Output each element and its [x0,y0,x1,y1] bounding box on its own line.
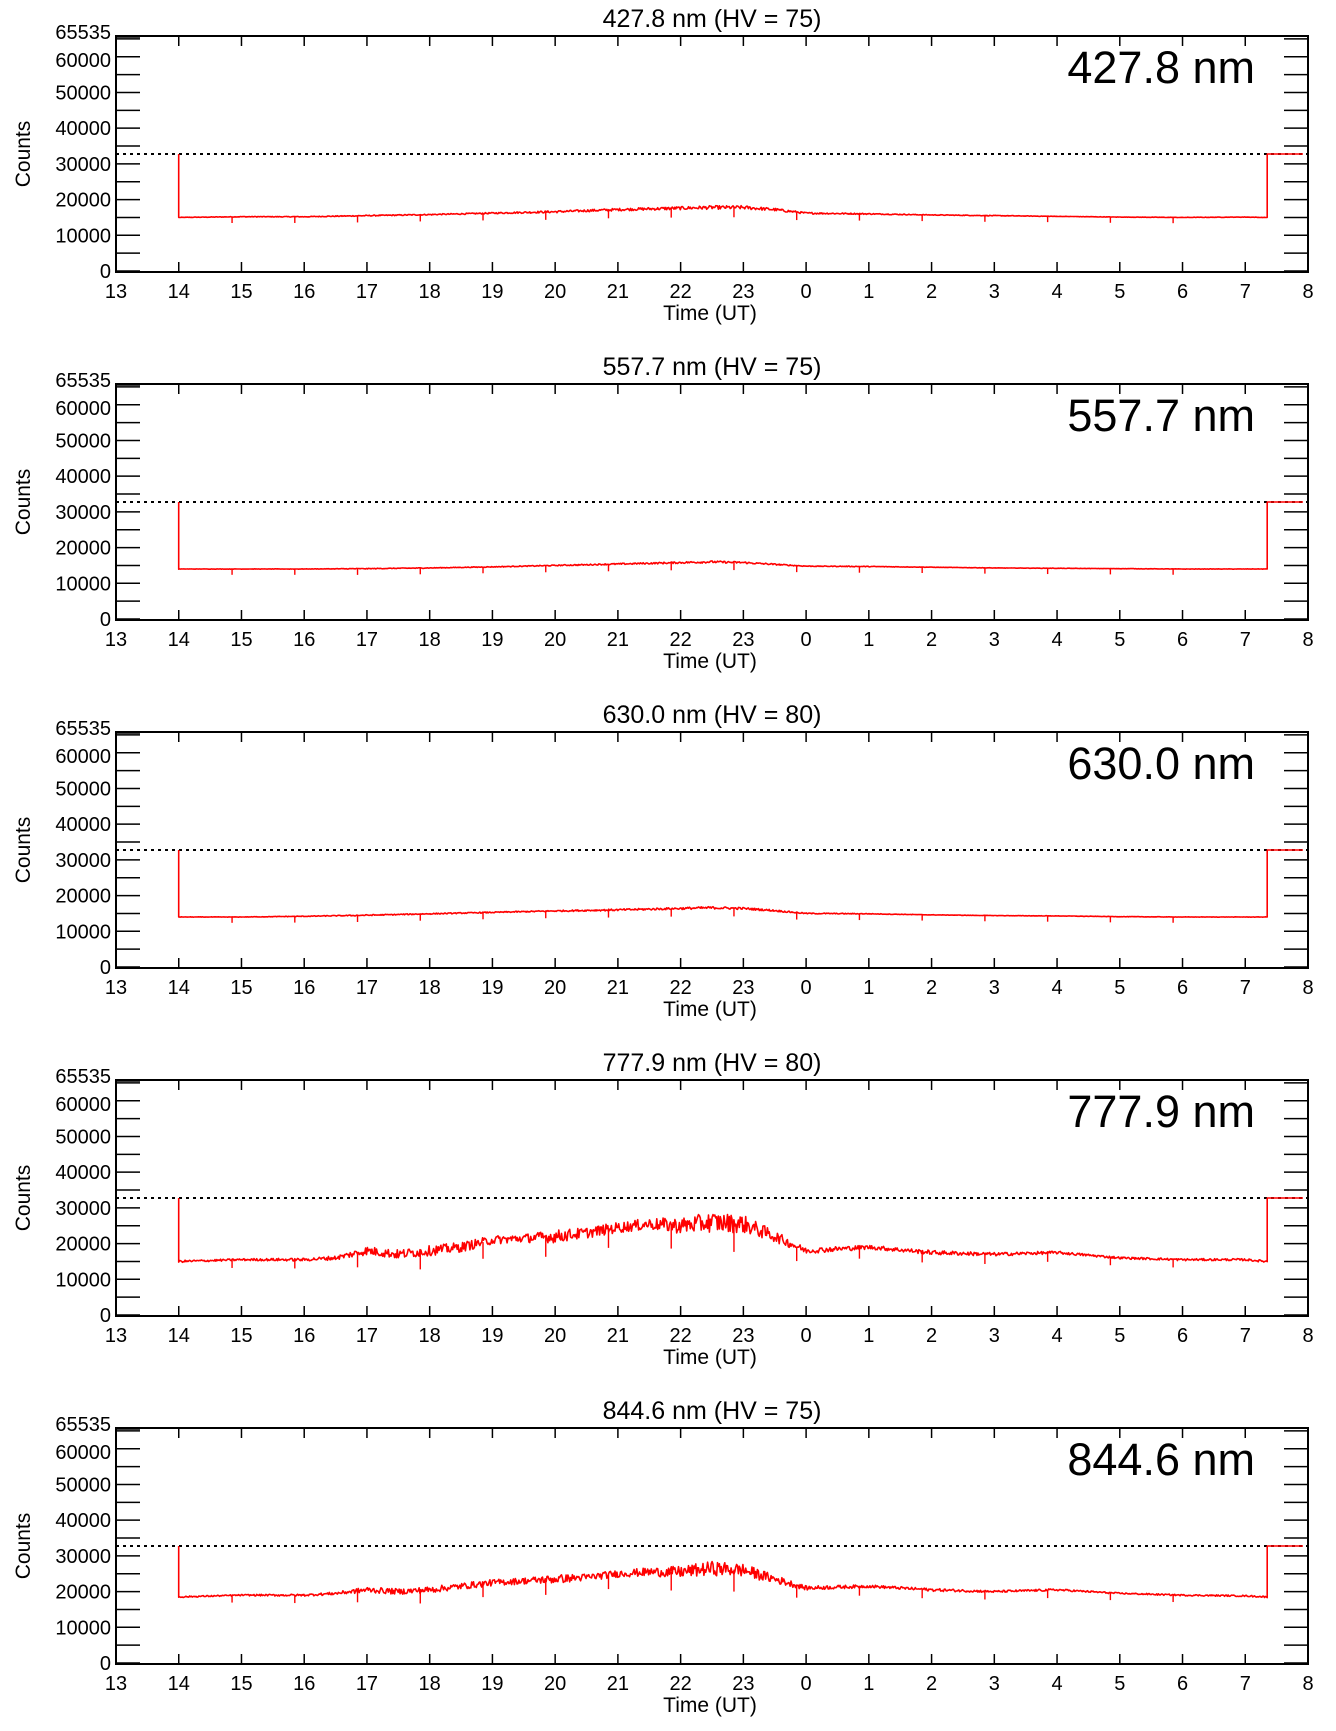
panel-3 [12,701,1314,1021]
x-tick-label: 4 [1051,1325,1063,1347]
panel-5 [12,1397,1314,1717]
x-tick-label: 20 [544,977,567,999]
x-tick-label: 3 [988,1325,1000,1347]
x-axis-label: Time (UT) [663,1694,757,1717]
series-line [179,502,1303,569]
wavelength-label: 777.9 nm [1067,1086,1255,1137]
x-tick-label: 13 [104,1325,128,1347]
y-axis-label: Counts [12,816,35,884]
x-tick-label: 7 [1239,977,1251,999]
x-tick-label: 3 [988,629,1000,651]
y-tick-label: 0 [99,1305,111,1327]
x-tick-label: 1 [863,1673,875,1695]
y-tick-label: 65535 [55,22,111,44]
x-tick-label: 5 [1114,977,1126,999]
panel-2 [12,353,1314,673]
y-tick-label: 30000 [55,501,111,524]
x-tick-label: 19 [481,281,504,303]
x-tick-label: 0 [800,977,812,999]
series-line [179,1546,1303,1598]
x-tick-label: 6 [1176,281,1189,303]
x-tick-label: 15 [230,977,253,999]
x-tick-label: 22 [669,629,692,651]
y-tick-label: 65535 [55,1066,111,1088]
x-tick-label: 7 [1239,1673,1251,1695]
y-tick-label: 40000 [55,1510,111,1533]
y-tick-label: 0 [99,261,111,283]
x-tick-label: 19 [481,629,504,651]
y-tick-label: 50000 [55,778,111,801]
y-tick-label: 60000 [55,397,111,420]
x-tick-label: 13 [104,1673,128,1695]
x-tick-label: 5 [1114,629,1126,651]
y-tick-label: 60000 [55,745,111,768]
y-tick-label: 65535 [55,1414,111,1436]
x-tick-label: 16 [293,1325,316,1347]
x-tick-label: 17 [355,629,379,651]
x-tick-label: 18 [418,281,441,303]
x-tick-label: 5 [1114,1673,1126,1695]
series-line [179,1198,1303,1262]
x-tick-label: 23 [732,977,755,999]
panel-title: 777.9 nm (HV = 80) [602,1049,822,1077]
x-tick-label: 2 [926,977,938,999]
x-tick-label: 0 [800,281,812,303]
y-tick-label: 50000 [55,82,111,105]
x-tick-label: 5 [1114,281,1126,303]
x-tick-label: 20 [544,281,567,303]
x-tick-label: 1 [863,977,875,999]
x-tick-label: 4 [1051,977,1063,999]
x-axis-label: Time (UT) [663,1346,757,1369]
x-tick-label: 13 [104,629,128,651]
x-tick-label: 2 [926,1325,938,1347]
x-tick-label: 3 [988,281,1000,303]
panel-title: 427.8 nm (HV = 75) [602,5,822,33]
x-tick-label: 0 [800,1325,812,1347]
x-tick-label: 2 [926,281,938,303]
x-tick-label: 23 [732,1673,755,1695]
x-tick-label: 14 [167,1325,190,1347]
wavelength-label: 427.8 nm [1067,42,1255,93]
x-tick-label: 23 [732,629,755,651]
x-tick-label: 20 [544,1673,567,1695]
x-tick-label: 18 [418,977,441,999]
y-axis-label: Counts [12,1512,35,1580]
x-tick-label: 3 [988,977,1000,999]
y-axis-label: Counts [12,120,35,188]
x-tick-label: 17 [355,281,379,303]
x-tick-label: 13 [104,281,128,303]
y-tick-label: 40000 [55,466,111,489]
x-tick-label: 6 [1176,629,1189,651]
x-tick-label: 15 [230,1673,253,1695]
y-axis-label: Counts [12,1164,35,1232]
y-tick-label: 10000 [55,921,111,944]
wavelength-label: 630.0 nm [1067,738,1255,789]
y-tick-label: 50000 [55,430,111,453]
x-tick-label: 1 [863,1325,875,1347]
x-tick-label: 7 [1239,281,1251,303]
x-tick-label: 16 [293,629,316,651]
y-tick-label: 30000 [55,153,111,176]
y-tick-label: 40000 [55,118,111,141]
x-tick-label: 2 [926,629,938,651]
series-line [179,154,1303,218]
x-tick-label: 19 [481,977,504,999]
y-tick-label: 40000 [55,814,111,837]
y-tick-label: 50000 [55,1126,111,1149]
y-tick-label: 65535 [55,718,111,740]
y-tick-label: 0 [99,957,111,979]
x-tick-label: 6 [1176,1325,1189,1347]
x-tick-label: 1 [863,629,875,651]
x-tick-label: 18 [418,1673,441,1695]
y-tick-label: 40000 [55,1162,111,1185]
x-tick-label: 8 [1302,1673,1314,1695]
y-tick-label: 60000 [55,49,111,72]
wavelength-label: 844.6 nm [1067,1434,1255,1485]
x-tick-label: 8 [1302,629,1314,651]
x-tick-label: 22 [669,977,692,999]
x-tick-label: 0 [800,1673,812,1695]
x-tick-label: 3 [988,1673,1000,1695]
x-tick-label: 23 [732,1325,755,1347]
x-tick-label: 21 [606,629,630,651]
panel-title: 844.6 nm (HV = 75) [602,1397,822,1425]
x-tick-label: 20 [544,629,567,651]
x-tick-label: 21 [606,1673,630,1695]
x-tick-label: 22 [669,1673,692,1695]
y-tick-label: 20000 [55,885,111,908]
y-tick-label: 0 [99,1653,111,1675]
x-tick-label: 4 [1051,1673,1063,1695]
x-tick-label: 14 [167,629,190,651]
y-tick-label: 20000 [55,1581,111,1604]
x-tick-label: 21 [606,1325,630,1347]
x-tick-label: 4 [1051,281,1063,303]
x-tick-label: 6 [1176,1673,1189,1695]
x-tick-label: 13 [104,977,128,999]
y-tick-label: 30000 [55,1197,111,1220]
y-tick-label: 20000 [55,189,111,212]
x-tick-label: 15 [230,629,253,651]
y-tick-label: 60000 [55,1441,111,1464]
x-tick-label: 22 [669,281,692,303]
y-tick-label: 20000 [55,537,111,560]
y-tick-label: 60000 [55,1093,111,1116]
x-tick-label: 17 [355,977,379,999]
y-tick-label: 10000 [55,1617,111,1640]
x-tick-label: 19 [481,1673,504,1695]
x-axis-label: Time (UT) [663,998,757,1021]
x-axis-label: Time (UT) [663,302,757,325]
x-tick-label: 0 [800,629,812,651]
x-tick-label: 8 [1302,1325,1314,1347]
x-tick-label: 14 [167,977,190,999]
y-tick-label: 0 [99,609,111,631]
x-tick-label: 4 [1051,629,1063,651]
x-tick-label: 14 [167,281,190,303]
x-tick-label: 16 [293,1673,316,1695]
x-tick-label: 8 [1302,281,1314,303]
y-tick-label: 10000 [55,573,111,596]
x-tick-label: 6 [1176,977,1189,999]
x-tick-label: 21 [606,281,630,303]
x-tick-label: 15 [230,281,253,303]
x-tick-label: 17 [355,1325,379,1347]
x-tick-label: 5 [1114,1325,1126,1347]
x-tick-label: 18 [418,629,441,651]
x-tick-label: 7 [1239,629,1251,651]
x-tick-label: 21 [606,977,630,999]
x-tick-label: 14 [167,1673,190,1695]
y-tick-label: 10000 [55,1269,111,1292]
y-tick-label: 30000 [55,1545,111,1568]
x-tick-label: 7 [1239,1325,1251,1347]
y-tick-label: 30000 [55,849,111,872]
y-tick-label: 65535 [55,370,111,392]
panel-title: 557.7 nm (HV = 75) [602,353,822,381]
x-tick-label: 17 [355,1673,379,1695]
x-tick-label: 16 [293,281,316,303]
x-tick-label: 22 [669,1325,692,1347]
x-tick-label: 2 [926,1673,938,1695]
x-axis-label: Time (UT) [663,650,757,673]
y-tick-label: 10000 [55,225,111,248]
x-tick-label: 8 [1302,977,1314,999]
panel-4 [12,1049,1314,1369]
y-tick-label: 20000 [55,1233,111,1256]
series-line [179,850,1303,917]
x-tick-label: 20 [544,1325,567,1347]
x-tick-label: 15 [230,1325,253,1347]
y-axis-label: Counts [12,468,35,536]
y-tick-label: 50000 [55,1474,111,1497]
x-tick-label: 16 [293,977,316,999]
wavelength-label: 557.7 nm [1067,390,1255,441]
panel-title: 630.0 nm (HV = 80) [602,701,822,729]
x-tick-label: 18 [418,1325,441,1347]
x-tick-label: 1 [863,281,875,303]
x-tick-label: 19 [481,1325,504,1347]
panel-1 [12,5,1314,325]
x-tick-label: 23 [732,281,755,303]
